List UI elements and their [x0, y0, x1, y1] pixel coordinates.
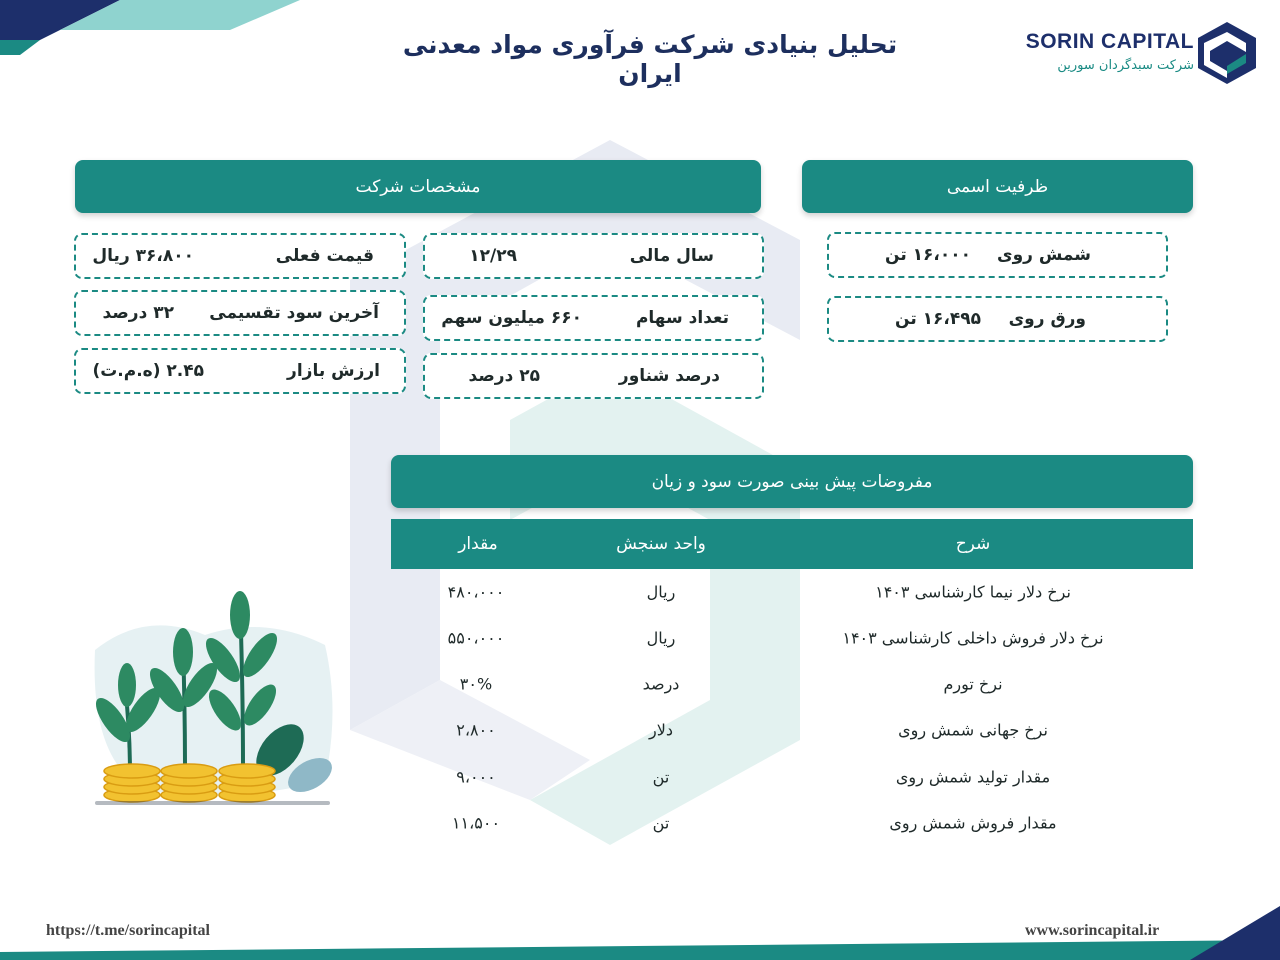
box-value: ۳۲ درصد: [102, 303, 174, 323]
box-value: ۱۲/۲۹: [469, 246, 517, 266]
capacity-title: ظرفیت اسمی: [946, 176, 1049, 197]
box-label: سال مالی: [629, 246, 714, 266]
column-header-amount: مقدار: [458, 534, 498, 554]
assumptions-header: [391, 455, 1193, 508]
table-row: [391, 615, 1193, 661]
company-title: مشخصات شرکت: [355, 176, 481, 197]
company-box-shares: [423, 295, 764, 341]
box-label: ورق روی: [1008, 309, 1086, 329]
box-label: تعداد سهام: [635, 308, 729, 328]
cell-unit: دلار: [649, 720, 673, 740]
company-box-dividend: [74, 290, 406, 336]
sorin-logo-icon: [1196, 20, 1258, 86]
box-value: ۱۶،۰۰۰ تن: [885, 245, 971, 265]
page-title: تحلیل بنیادی شرکت فرآوری مواد معدنی ایران: [402, 30, 898, 88]
cell-amount: ۹،۰۰۰: [456, 767, 496, 787]
box-label: آخرین سود تقسیمی: [209, 303, 379, 323]
cell-desc: نرخ دلار نیما کارشناسی ۱۴۰۳: [875, 582, 1071, 602]
table-row: [391, 569, 1193, 615]
cell-amount: ۴۸۰،۰۰۰: [447, 582, 505, 602]
cell-desc: مقدار فروش شمش روی: [889, 813, 1057, 833]
cell-desc: نرخ دلار فروش داخلی کارشناسی ۱۴۰۳: [842, 628, 1104, 648]
box-value: ۱۶،۴۹۵ تن: [895, 309, 981, 329]
capacity-box-zinc-ingot: [827, 232, 1168, 278]
box-label: شمش روی: [997, 245, 1091, 265]
plant-coins-illustration: [85, 590, 340, 815]
box-value: ۲۵ درصد: [468, 366, 540, 386]
cell-amount: ۲،۸۰۰: [456, 720, 496, 740]
cell-amount: ۱۱،۵۰۰: [451, 813, 501, 833]
column-header-unit: واحد سنجش: [616, 534, 706, 554]
box-value: ۳۶،۸۰۰ ریال: [92, 246, 194, 266]
table-header: [391, 519, 1193, 569]
table-row: [391, 707, 1193, 753]
company-box-float: [423, 353, 764, 399]
table-row: [391, 661, 1193, 707]
cell-desc: نرخ تورم: [943, 674, 1003, 694]
capacity-header: [802, 160, 1193, 213]
assumptions-title: مفروضات پیش بینی صورت سود و زیان: [651, 471, 933, 492]
cell-desc: مقدار تولید شمش روی: [895, 767, 1051, 787]
company-box-price: [74, 233, 406, 279]
cell-unit: تن: [652, 767, 670, 787]
table-row: [391, 800, 1193, 846]
box-value: ۶۶۰ میلیون سهم: [441, 308, 582, 328]
company-header: [75, 160, 761, 213]
cell-unit: درصد: [642, 674, 680, 694]
cell-unit: تن: [652, 813, 670, 833]
corner-decoration-top-left: [0, 0, 300, 70]
cell-amount: ۵۵۰،۰۰۰: [447, 628, 505, 648]
box-label: درصد شناور: [618, 366, 720, 386]
cell-unit: ریال: [646, 628, 676, 648]
box-label: ارزش بازار: [287, 361, 380, 381]
company-box-fiscal-year: [423, 233, 764, 279]
company-box-market-cap: [74, 348, 406, 394]
capacity-box-zinc-sheet: [827, 296, 1168, 342]
brand-subtitle: شرکت سبدگردان سورین: [1057, 58, 1194, 73]
box-value: ۲.۴۵ (ه.م.ت): [92, 361, 204, 381]
cell-desc: نرخ جهانی شمش روی: [898, 720, 1048, 740]
brand-name: SORIN CAPITAL: [1025, 30, 1194, 53]
table-row: [391, 754, 1193, 800]
telegram-link[interactable]: https://t.me/sorincapital: [46, 922, 210, 939]
website-link[interactable]: www.sorincapital.ir: [1025, 922, 1160, 939]
box-label: قیمت فعلی: [275, 246, 374, 266]
cell-amount: ۳۰%: [459, 674, 493, 694]
column-header-desc: شرح: [955, 534, 991, 554]
cell-unit: ریال: [646, 582, 676, 602]
